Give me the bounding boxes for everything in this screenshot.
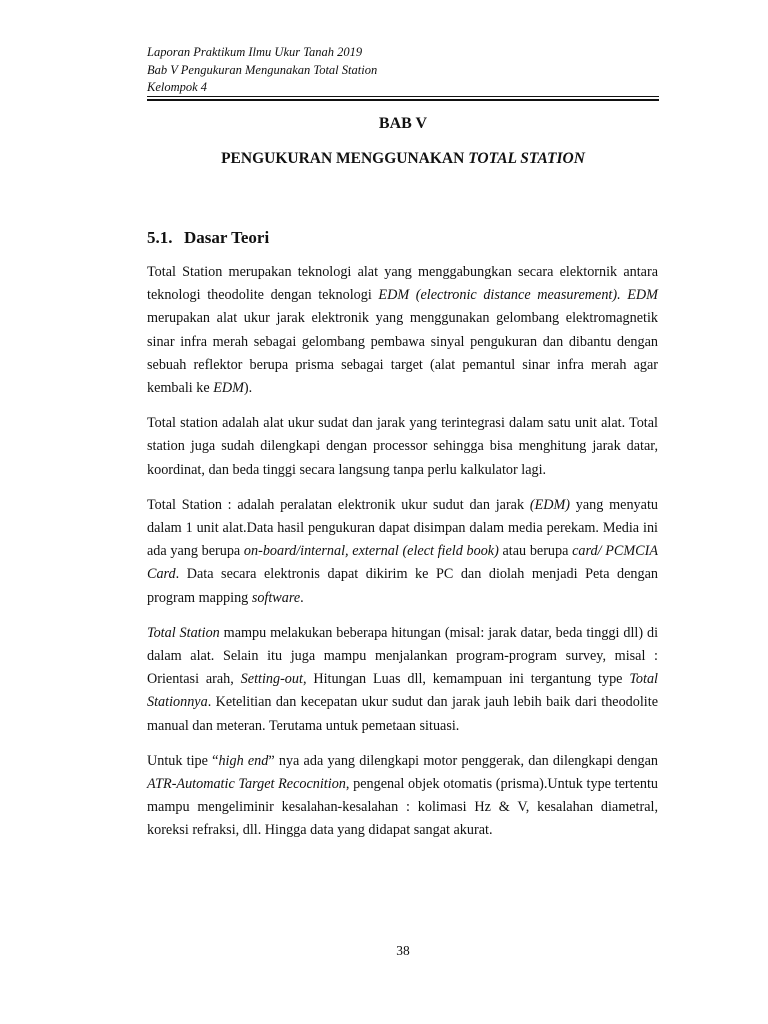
paragraph-text: Total Station : adalah peralatan elektronik ukur sudut dan jarak: [147, 496, 530, 513]
section-title: Dasar Teori: [184, 228, 270, 247]
header-chapter-title: Bab V Pengukuran Mengunakan Total Station: [147, 62, 378, 77]
paragraph-italic: high end: [218, 752, 269, 769]
paragraph-4: [147, 622, 658, 738]
paragraph-3: [147, 494, 658, 610]
paragraph-italic: ATR-Automatic Target Recocnition: [147, 776, 346, 793]
paragraph-italic: Total Station: [147, 624, 220, 641]
paragraph-text: , Hitungan Luas dll, kemampuan ini tergantung type: [302, 671, 630, 688]
paragraph-italic: on-board/internal, external (elect field book): [243, 543, 499, 560]
paragraph-text: Total Station merupakan teknologi alat yang menggabungkan secara elektornik antara teknologi theodolite dengan teknologi: [147, 264, 658, 304]
header-group: Kelompok 4: [147, 80, 208, 94]
body-text: [147, 261, 658, 855]
chapter-title-prefix: PENGUKURAN MENGGUNAKAN: [221, 150, 469, 167]
paragraph-text: .: [300, 589, 304, 606]
paragraph-italic: (EDM): [529, 496, 571, 513]
paragraph-text: yang menyatu dalam 1 unit alat.Data hasil pengukuran dapat disimpan dalam media perekam. Media ini ada yang berupa: [147, 496, 658, 560]
header-rule: [147, 96, 659, 101]
running-header: [147, 44, 659, 97]
chapter-title-emphasis: TOTAL STATION: [468, 150, 585, 167]
chapter-title: [147, 150, 659, 168]
paragraph-text: ).: [243, 380, 253, 397]
paragraph-italic: EDM (electronic distance measurement). EDM: [378, 287, 658, 304]
paragraph-text: atau berupa: [498, 543, 573, 560]
chapter-label: BAB V: [378, 115, 428, 132]
header-report-title: Laporan Praktikum Ilmu Ukur Tanah 2019: [147, 45, 363, 59]
paragraph-text: . Ketelitian dan kecepatan ukur sudut dan jarak jauh lebih baik dari theodolite manual dan meteran. Terutama untuk pemetaan situasi.: [147, 694, 658, 734]
paragraph-text: . Data secara elektronis dapat dikirim ke PC dan diolah menjadi Peta dengan program mapping: [147, 566, 658, 606]
paragraph-italic: software: [251, 589, 301, 606]
section-number: 5.1.: [147, 228, 173, 247]
paragraph-text: ” nya ada yang dilengkapi motor penggerak, dan dilengkapi dengan: [268, 752, 658, 769]
paragraph-italic: EDM: [213, 380, 244, 397]
paragraph-text: Untuk tipe “: [147, 752, 219, 769]
section-heading: [147, 228, 269, 248]
paragraph-2: Total station adalah alat ukur sudat dan jarak yang terintegrasi dalam satu unit alat. Total station juga sudah dilengkapi dengan processor sehingga bisa menghitung jarak datar, koordinat, dan beda tinggi secara langsung tanpa perlu kalkulator lagi.: [147, 415, 658, 478]
page-number: 38: [396, 943, 410, 958]
paragraph-italic: card/ PCMCIA Card: [147, 543, 658, 583]
paragraph-text: mampu melakukan beberapa hitungan (misal: jarak datar, beda tinggi dll) di dalam alat. Selain itu juga mampu menjalankan program-program survey, misal : Orientasi arah,: [147, 624, 659, 688]
paragraph-1: [147, 261, 658, 400]
paragraph-5: [147, 750, 658, 843]
paragraph-italic: Setting-out: [240, 671, 303, 688]
paragraph-text: , pengenal objek otomatis (prisma).Untuk type tertentu mampu mengeliminir kesalahan-kesalahan : kolimasi Hz & V, kesalahan diametral, koreksi refraksi, dll. Hingga data yang didapat sangat akurat.: [147, 776, 658, 839]
paragraph-text: merupakan alat ukur jarak elektronik yang menggunakan gelombang elektromagnetik sinar infra merah sebagai gelombang pembawa sinyal pengukuran dan dibantu dengan sebuah reflektor berupa prisma sebagai target (alat pemantul sinar infra merah agar kembali ke: [147, 310, 658, 397]
paragraph-italic: Total Stationnya: [147, 671, 659, 711]
